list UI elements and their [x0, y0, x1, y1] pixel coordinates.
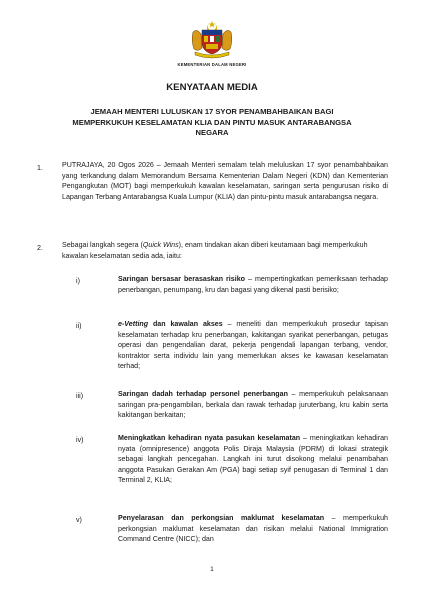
list-item: [118, 433, 388, 486]
list-item-heading-italic: e-Vetting: [118, 320, 149, 328]
list-item-heading: Saringan bersasar berasaskan risiko: [118, 275, 245, 283]
list-item-text: – meningkatkan kehadiran nyata (omnipresence) anggota Polis Diraja Malaysia (PDRM) di lokasi strategik sebagai langkah pencegahan. Langkah ini turut disokong melalui penambahan anggota Pasukan Gerakan Am (PGA) bagi setiap syif penugasan di Terminal 1 dan Terminal 2, KLIA;: [118, 434, 388, 485]
paragraph-2-text: Sebagai langkah segera (: [62, 241, 143, 249]
paragraph-number: 2.: [37, 244, 43, 252]
paragraph-2: [62, 240, 388, 261]
list-item-text: – memperkukuh pelaksanaan saringan pra-pengambilan, berkala dan rawak terhadap juruterbang, kru kabin serta kakitangan berkaitan;: [118, 390, 388, 420]
list-item-numeral: v): [76, 516, 82, 524]
list-item-numeral: iv): [76, 436, 84, 444]
list-item: [118, 513, 388, 545]
paragraph-2-text: ), enam tindakan akan diberi keutamaan bagi memperkukuh kawalan keselamatan sedia ada, iaitu:: [62, 241, 368, 260]
list-item-heading: Meningkatkan kehadiran nyata pasukan keselamatan: [118, 434, 301, 442]
list-item-heading: Saringan dadah terhadap personel penerbangan: [118, 390, 288, 398]
list-item-numeral: iii): [76, 392, 84, 400]
ministry-name: KEMENTERIAN DALAM NEGERI: [177, 62, 247, 67]
list-item-heading: Penyelarasan dan perkongsian maklumat keselamatan: [118, 514, 325, 522]
list-item-text: – memperkukuh perkongsian maklumat keselamatan dan risikan melalui National Immigration Command Centre (NICC); dan: [118, 514, 388, 544]
list-item-heading: dan kawalan akses: [148, 320, 223, 328]
list-item: [118, 389, 388, 421]
list-item: [118, 319, 388, 372]
list-item-numeral: i): [76, 277, 80, 285]
paragraph-2-italic: Quick Wins: [142, 241, 179, 249]
list-item: [118, 274, 388, 295]
paragraph-1: PUTRAJAYA, 20 Ogos 2026 – Jemaah Menteri semalam telah meluluskan 17 syor penambahbaikan yang terkandung dalam Memorandum Bersama Kementerian Dalam Negeri (KDN) dan Kementerian Pengangkutan (MOT) bagi memperkukuh kawalan keselamatan, saringan serta pengurusan risiko di Lapangan Terbang Antarabangsa Kuala Lumpur (KLIA) dan pintu-pintu masuk antarabangsa negara.: [62, 161, 388, 201]
paragraph-number: 1.: [37, 164, 43, 172]
list-item-text: – mempertingkatkan pemeriksaan terhadap penerbangan, penumpang, kru dan bagasi yang dikenal pasti berisiko;: [118, 275, 388, 294]
list-item-text: – meneliti dan memperkukuh prosedur tapisan keselamatan terhadap kru penerbangan, kakitangan syarikat penerbangan, petugas operasi dan pengendalian darat, pekerja pengendali lapangan terbang, vendor, kontraktor serta individu lain yang memerlukan akses ke kawasan keselamatan terhad;: [118, 320, 388, 371]
page-number: 1: [210, 566, 214, 573]
coat-of-arms-icon: [187, 20, 237, 60]
document-heading: KENYATAAN MEDIA: [166, 82, 258, 93]
list-item-numeral: ii): [76, 322, 82, 330]
press-release-title: JEMAAH MENTERI LULUSKAN 17 SYOR PENAMBAHBAIKAN BAGI MEMPERKUKUH KESELAMATAN KLIA DAN PINTU MASUK ANTARABANGSA NEGARA: [72, 107, 352, 138]
